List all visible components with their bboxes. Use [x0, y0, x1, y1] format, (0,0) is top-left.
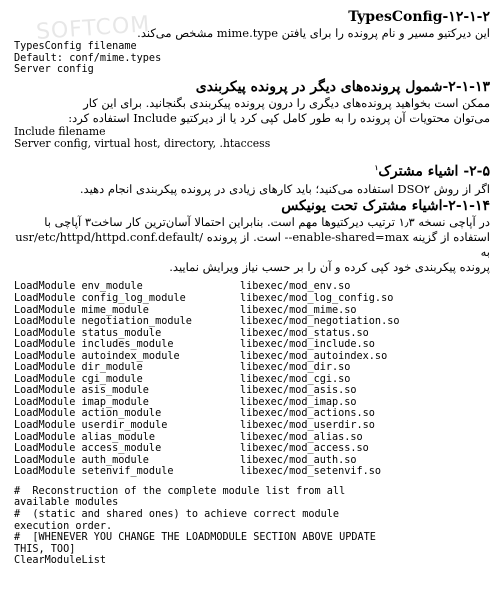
- module-directive: LoadModule config_log_module: [14, 292, 186, 304]
- module-path: libexec/mod_cgi.so: [240, 373, 351, 385]
- code-line: TypesConfig filename: [14, 41, 137, 52]
- module-path: libexec/mod_log_config.so: [240, 292, 394, 304]
- module-directive: LoadModule asis_module: [14, 385, 149, 397]
- footnote-marker: ۱: [374, 162, 379, 172]
- unix-description-line-2: استفاده از گزینه enable-shared=max-- است. از پرونده /usr/etc/httpd/httpd.conf.default به: [15, 230, 490, 260]
- module-directive: LoadModule cgi_module: [14, 373, 143, 385]
- module-directive: LoadModule access_module: [14, 443, 162, 455]
- watermark: SOFTCOM: [35, 12, 152, 45]
- module-directive: LoadModule mime_module: [14, 304, 149, 316]
- module-path: libexec/mod_auth.so: [240, 454, 357, 466]
- comment-line: # (static and shared ones) to achieve correct module: [14, 508, 340, 520]
- module-path: libexec/mod_dir.so: [240, 362, 351, 374]
- unix-description-line-3: پرونده پیکربندی خود کپی کرده و آن را بر حسب نیاز ویرایش نمایید.: [169, 260, 490, 275]
- module-path: libexec/mod_imap.so: [240, 396, 357, 408]
- loadmodule-list: [14, 281, 490, 477]
- module-path: libexec/mod_status.so: [240, 327, 369, 339]
- comment-line: # [WHENEVER YOU CHANGE THE LOADMODULE SECTION ABOVE UPDATE: [14, 532, 376, 544]
- comment-line: THIS, TOO]: [14, 543, 76, 555]
- module-path: libexec/mod_actions.so: [240, 408, 375, 420]
- module-path: libexec/mod_asis.so: [240, 385, 357, 397]
- comment-line: ClearModuleList: [14, 555, 107, 567]
- module-directive: LoadModule setenvif_module: [14, 466, 174, 478]
- module-directive: LoadModule env_module: [14, 281, 143, 293]
- module-path: libexec/mod_env.so: [240, 281, 351, 293]
- comment-line: available modules: [14, 497, 119, 509]
- module-directive: LoadModule dir_module: [14, 362, 143, 374]
- module-directive: LoadModule autoindex_module: [14, 350, 180, 362]
- code-line: Server config: [14, 64, 94, 76]
- section-heading-typesconfig: TypesConfig-۱۲-۱-۲: [348, 9, 490, 25]
- module-directive: LoadModule status_module: [14, 327, 162, 339]
- module-directive: LoadModule userdir_module: [14, 420, 168, 431]
- include-description-line-1: ممکن است بخواهید پرونده‌های دیگری را درون پرونده پیکربندی بگنجانید. برای این کار: [83, 95, 490, 110]
- module-path: libexec/mod_mime.so: [240, 304, 357, 316]
- module-directive: LoadModule negotiation_module: [14, 316, 192, 328]
- syntax-line: Include filename: [14, 124, 106, 138]
- syntax-line: Server config, virtual host, directory, .htaccess: [14, 137, 271, 151]
- module-path: libexec/mod_access.so: [240, 443, 369, 455]
- module-directive: LoadModule includes_module: [14, 339, 174, 351]
- document-page: [14, 8, 490, 567]
- module-directive: LoadModule imap_module: [14, 396, 149, 408]
- include-syntax: [14, 126, 490, 151]
- module-path: libexec/mod_setenvif.so: [240, 466, 382, 478]
- code-line: Default: conf/mime.types: [14, 52, 162, 64]
- unix-description-line-1: در آپاچی نسخه ۱٫۳ ترتیب دیرکتیوها مهم است. بنابراین احتمالا آسان‌ترین کار ساخت۳ آپاچی با: [44, 215, 490, 230]
- section-heading-include: ۲-۱-۱۳-شمول پرونده‌های دیگر در پرونده پیکربندی: [195, 78, 490, 95]
- module-directive: LoadModule alias_module: [14, 431, 156, 443]
- module-directive: LoadModule action_module: [14, 408, 162, 420]
- typesconfig-code-block: [14, 41, 490, 76]
- shared-objects-description: اگر از روش DSO۲ استفاده می‌کنید؛ باید کارهای زیادی در پرونده پیکربندی انجام دهید.: [79, 182, 490, 197]
- module-path: libexec/mod_autoindex.so: [240, 350, 388, 362]
- comment-line: execution order.: [14, 520, 113, 532]
- typesconfig-description: این دیرکتیو مسیر و نام پرونده را برای یافتن mime.type مشخص می‌کند.: [137, 26, 490, 40]
- section-heading-shared-objects: [14, 159, 490, 181]
- module-path: libexec/mod_include.so: [240, 339, 375, 351]
- include-description-line-2: می‌توان محتویات آن پرونده را به طور کامل کپی کرد یا از دیرکتیو Include استفاده کرد:: [68, 110, 490, 125]
- module-path: libexec/mod_negotiation.so: [240, 316, 400, 328]
- module-directive: LoadModule auth_module: [14, 454, 149, 466]
- section-heading-unix-shared: ۲-۱-۱۴-اشیاء مشترک تحت یونیکس: [281, 198, 490, 215]
- shared-objects-title: ۲-۵- اشیاء مشترک: [378, 163, 490, 180]
- module-path: libexec/mod_userdir.so: [240, 420, 375, 431]
- module-path: libexec/mod_alias.so: [240, 431, 363, 443]
- comment-block: [14, 486, 490, 567]
- comment-line: # Reconstruction of the complete module list from all: [14, 485, 346, 497]
